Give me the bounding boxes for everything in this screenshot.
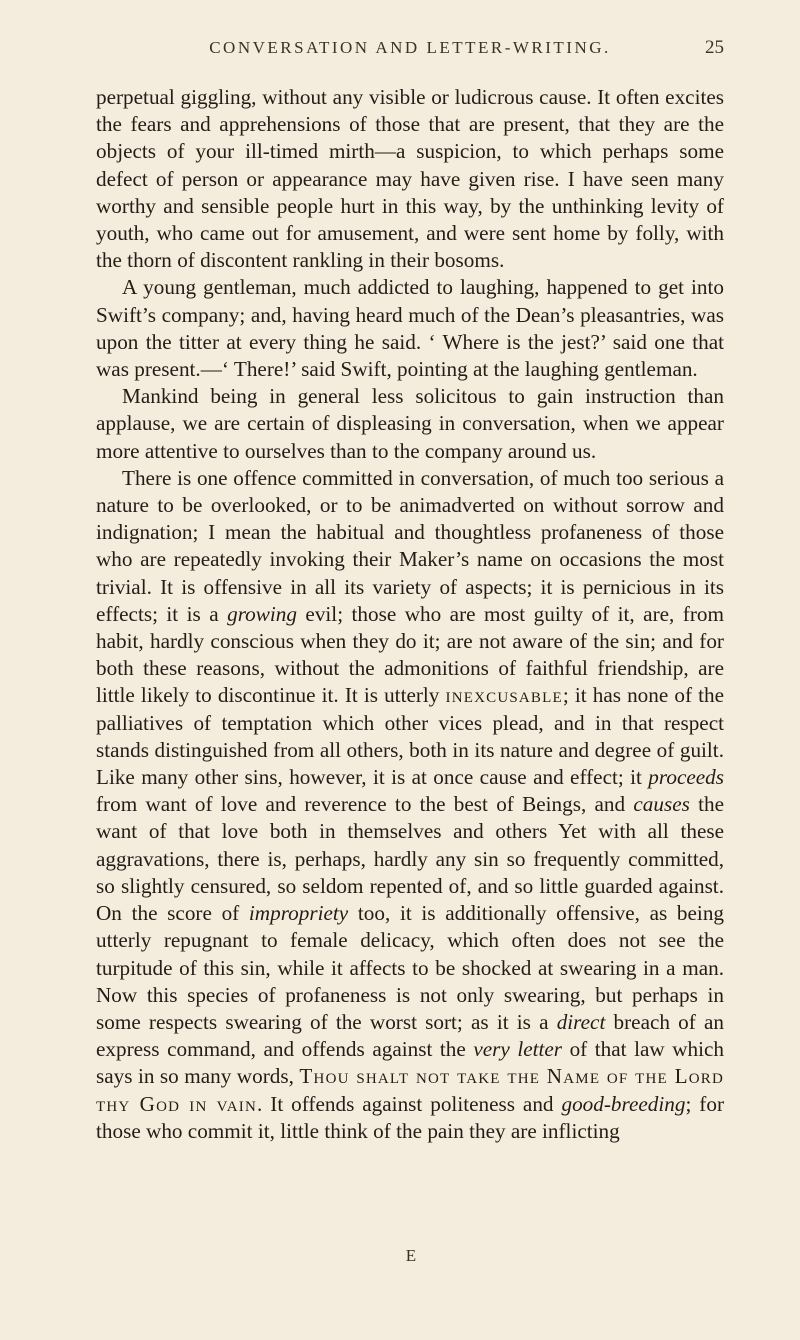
text-run: ; for those who commit it, little think of the pain they are inflicting [96,1091,724,1143]
text-run: . It offends against politeness and [257,1091,562,1116]
text-run: There is one offence committed in conversation, of much too serious a nature to be overlooked, or to be animadverted on without sorrow and indignation; I mean the habitual and thoughtless profaneness of those who are repeatedly invoking their Maker’s name on occasions the most trivial. It is offensive in all its variety of aspects; it is pernicious in its effects; it is a [96,465,724,626]
text-run: of that law which says in so many words, [96,1037,724,1089]
text-run: breach of an express command, and offends against the [96,1009,724,1062]
text-run: ; it has none of the palliatives of temptation which other vices plead, and in that respect stands distinguished from all others, both in its nature and degree of guilt. Like many other sins, however, it is at once cause and effect; it [96,683,724,790]
emphasis-very-letter: very letter [473,1037,563,1062]
small-caps-inexcusable: inexcusable [445,683,563,708]
emphasis-growing: growing [227,601,297,626]
emphasis-impropriety: impropriety [248,901,349,926]
emphasis-causes: causes [633,792,690,817]
small-caps-commandment: Thou shalt not take the Name of the Lord thy God in vain [96,1064,725,1116]
paragraph-1: perpetual giggling, without any visible or ludicrous cause. It often excites the fears and apprehensions of those that are present, that they are the objects of your ill-timed mirth—a suspicion, to which perhaps some defect of person or appearance may have given rise. I have seen many worthy and sensible people hurt in this way, by the unthinking levity of youth, who came out for amusement, and were sent home by folly, with the thorn of discontent rankling in their bosoms. [96,85,724,273]
paragraph-4 [96,465,724,1145]
paragraph-3: Mankind being in general less solicitous to gain instruction than applause, we are certain of displeasing in conversation, when we appear more attentive to ourselves than to the company around us. [96,384,724,463]
running-head: CONVERSATION AND LETTER-WRITING. [209,38,611,57]
body-text [96,84,724,1145]
emphasis-direct: direct [556,1009,606,1034]
signature-mark: E [405,1246,417,1265]
text-run: the want of that love both in themselves and others Yet with all these aggravations, there is, perhaps, hardly any sin so frequently committed, so slightly censured, so seldom repented of, and so little guarded against. On the score of [96,792,724,926]
emphasis-good-breeding: good-breeding [561,1091,686,1116]
page-header [96,38,724,62]
text-run: from want of love and reverence to the best of Beings, and [96,792,634,817]
emphasis-proceeds: proceeds [648,765,724,790]
text-run: evil; those who are most guilty of it, are, from habit, hardly conscious when they do it; are not aware of the sin; and for both these reasons, without the admonitions of faithful friendship, are little likely to discontinue it. It is utterly [96,601,724,708]
page-number: 25 [705,37,724,58]
paragraph-2: A young gentleman, much addicted to laughing, happened to get into Swift’s company; and, having heard much of the Dean’s pleasantries, was upon the titter at every thing he said. ‘ Where is the jest?’ said one that was present.—‘ There!’ said Swift, pointing at the laughing gentleman. [96,275,724,382]
text-run: too, it is additionally offensive, as being utterly repugnant to female delicacy, which often does not see the turpitude of this sin, while it affects to be shocked at swearing in a man. Now this species of profaneness is not only swearing, but perhaps in some respects swearing of the worst sort; as it is a [96,901,725,1034]
